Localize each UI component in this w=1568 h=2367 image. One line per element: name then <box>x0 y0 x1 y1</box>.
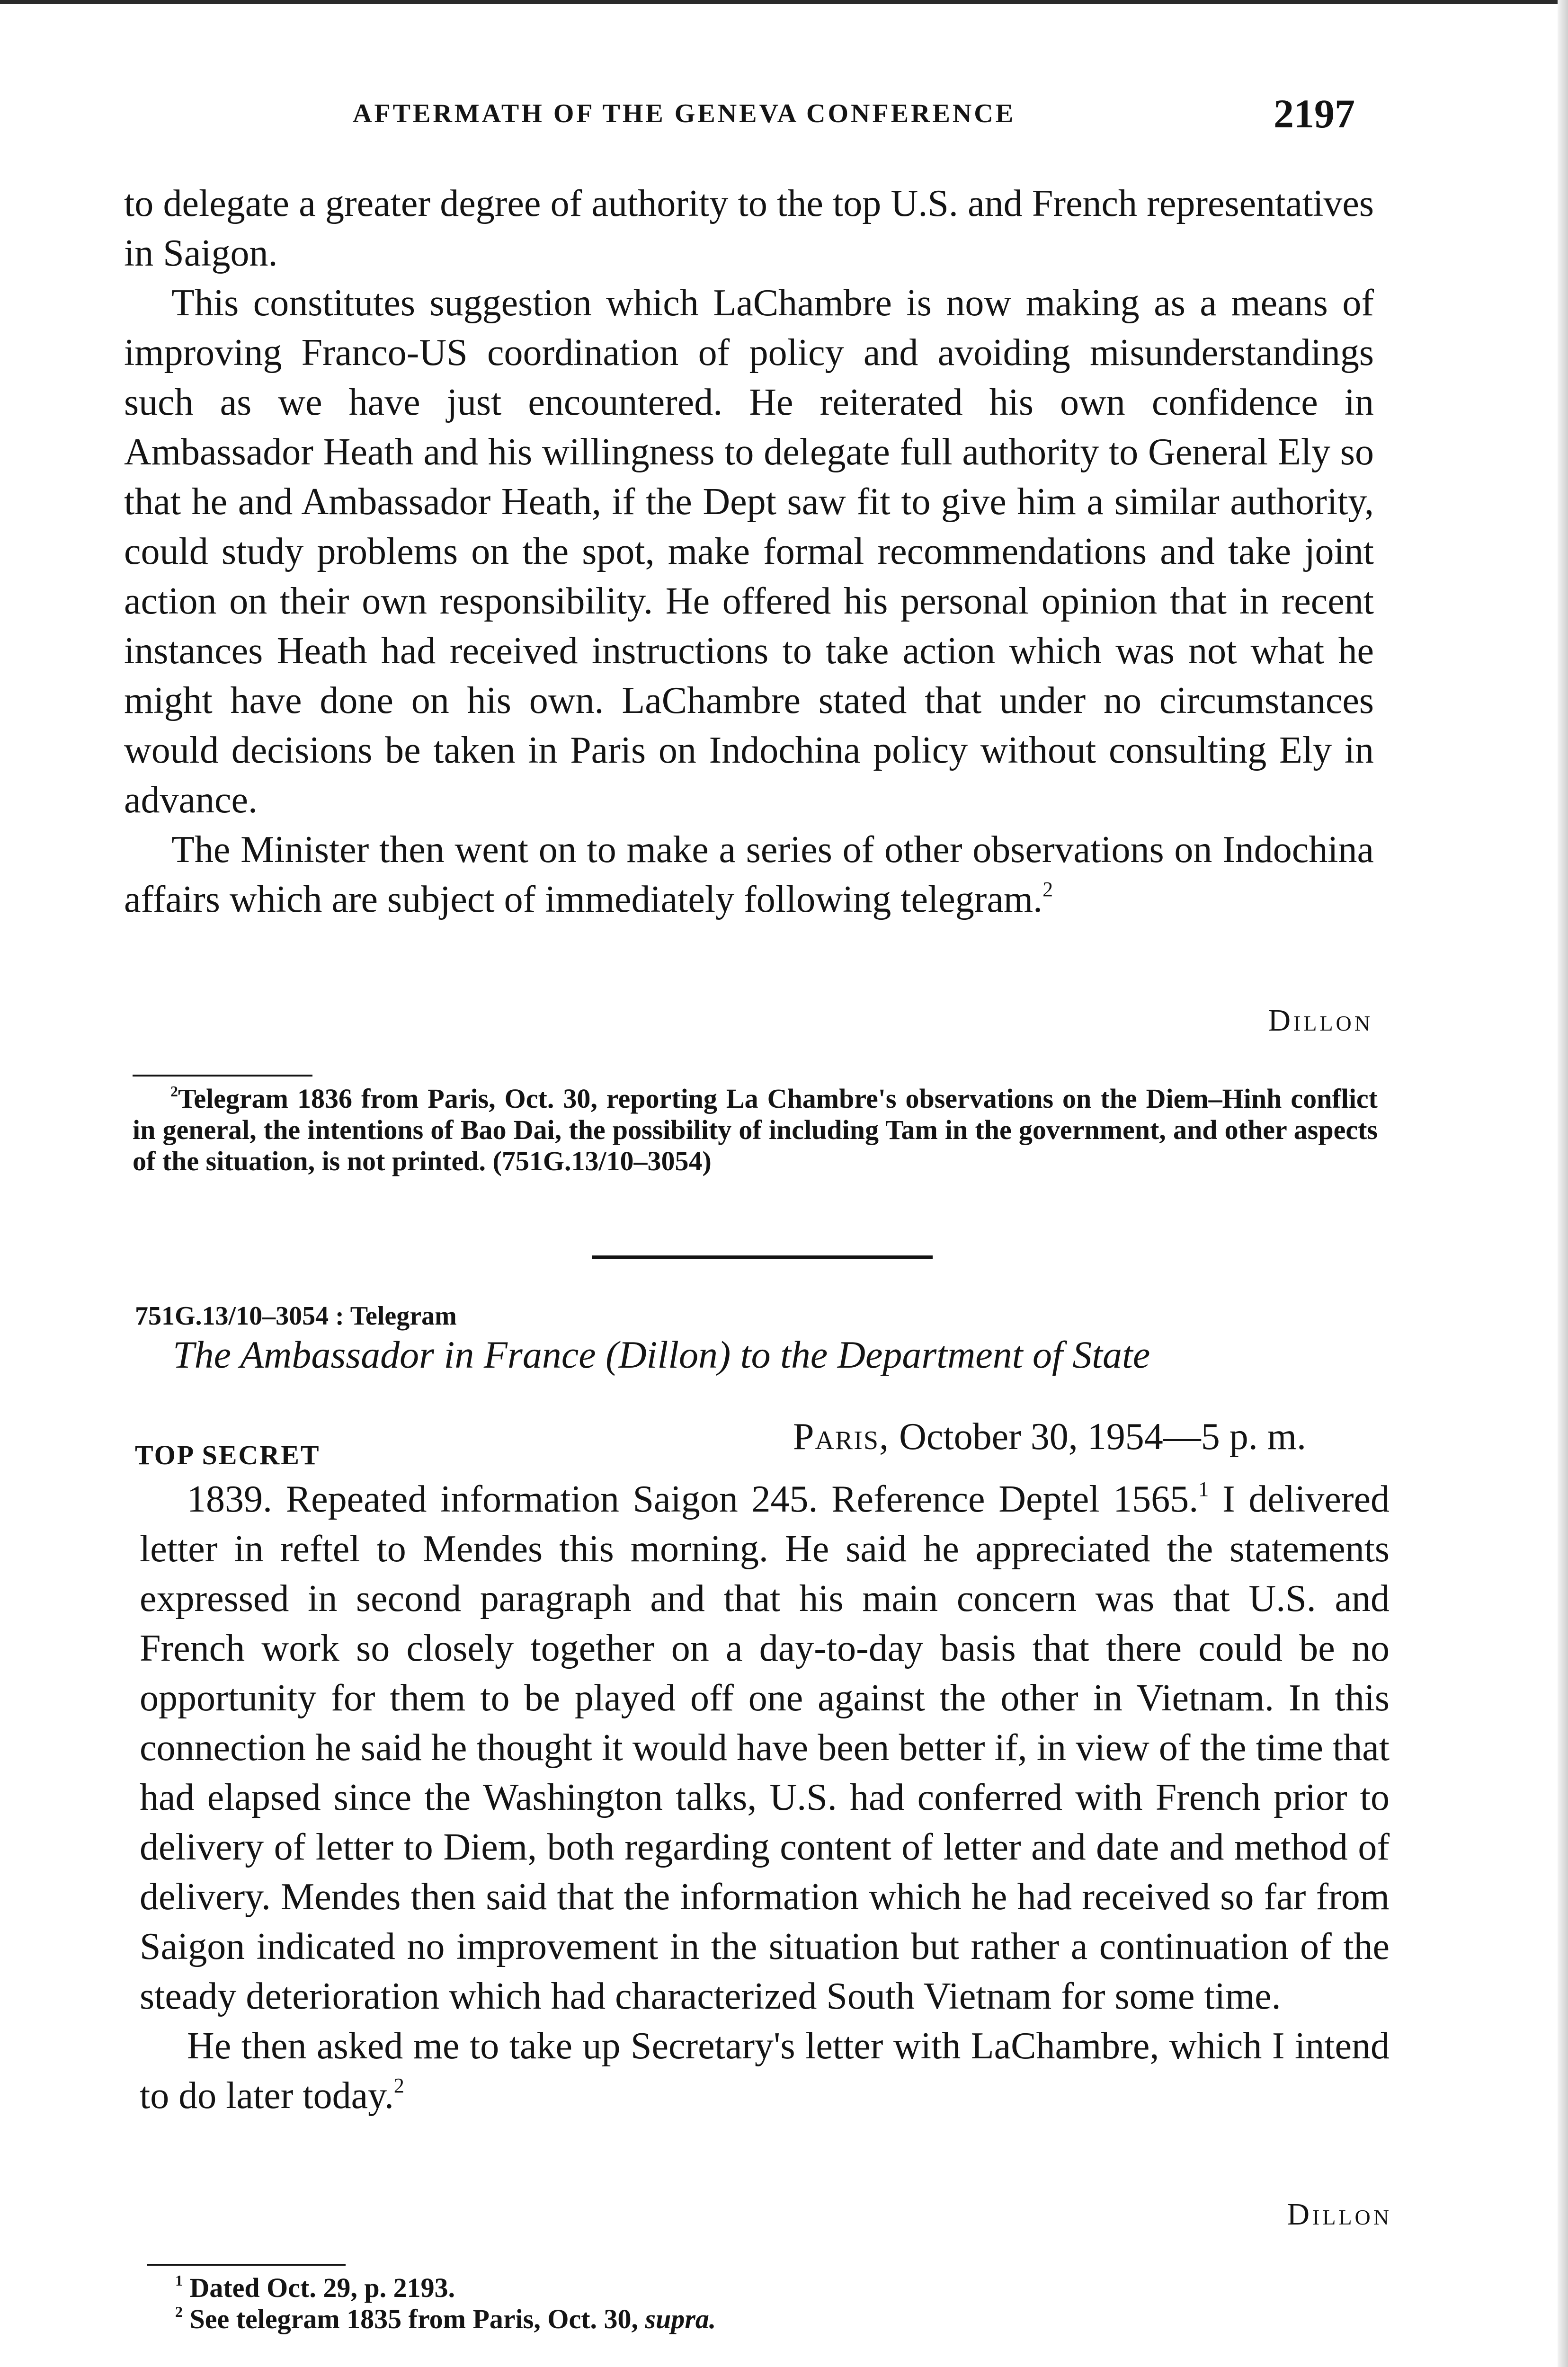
document-title: The Ambassador in France (Dillon) to the Department of State <box>173 1333 1150 1376</box>
footnote <box>175 2304 1359 2335</box>
paragraph: This constitutes suggestion which LaChambre is now making as a means of improving Franco-US coordination of policy and avoiding misunderstandings such as we have just encountered. He reiterated his own confidence in Ambassador Heath and his willingness to delegate full authority to General Ely so that he and Ambassador Heath, if the Dept saw fit to give him a similar authority, could study problems on the spot, make formal recommendations and take joint action on their own responsibility. He offered his personal opinion that in recent instances Heath had received instructions to take action which was not what he might have done on his own. LaChambre stated that under no circumstances would decisions be taken in Paris on Indochina policy without consulting Ely in advance. <box>124 282 1374 821</box>
paragraph <box>140 1475 1390 2021</box>
signature: Dillon <box>1268 1003 1373 1038</box>
file-reference: 751G.13/10–3054 : Telegram <box>135 1301 457 1331</box>
footnotes <box>133 1083 1378 1177</box>
paragraph: to delegate a greater degree of authority to the top U.S. and French representatives in Saigon. <box>124 183 1374 274</box>
signature: Dillon <box>1287 2197 1392 2232</box>
dateline <box>793 1415 1306 1459</box>
footnote-text: Telegram 1836 from Paris, Oct. 30, reporting La Chambre's observations on the Diem–Hinh conflict in general, the intentions of Bao Dai, the possibility of including Tam in the government, and other aspects of the situation, is not printed. (751G.13/10–3054) <box>133 1083 1378 1176</box>
paragraph-text: 1839. Repeated information Saigon 245. Reference Deptel 1565. <box>187 1478 1199 1520</box>
footnote-marker: 2 <box>175 2304 183 2321</box>
classification: TOP SECRET <box>135 1440 321 1470</box>
footnote-text: Dated Oct. 29, p. 2193. <box>189 2272 455 2303</box>
dateline-place: Paris, <box>793 1416 890 1458</box>
footnote-marker: 1 <box>175 2272 183 2289</box>
document-separator <box>592 1255 933 1259</box>
running-head: AFTERMATH OF THE GENEVA CONFERENCE <box>353 99 1016 128</box>
footnote-marker: 2 <box>170 1083 178 1100</box>
footnote-marker: 2 <box>1042 878 1053 901</box>
paragraph <box>140 2021 1390 2121</box>
footnotes <box>175 2272 1359 2335</box>
footnote <box>133 1083 1378 1177</box>
footnote-rule <box>147 2264 346 2266</box>
page-number: 2197 <box>1274 91 1355 136</box>
footnote-marker: 1 <box>1198 1477 1209 1501</box>
paragraph <box>124 825 1374 925</box>
paragraph-text: The Minister then went on to make a series of other observations on Indochina affairs which are subject of immediately following telegram. <box>124 829 1374 920</box>
footnote-text: See telegram 1835 from Paris, Oct. 30, <box>189 2304 645 2334</box>
paragraph-text: He then asked me to take up Secretary's letter with LaChambre, which I intend to do later today. <box>140 2025 1390 2117</box>
page-binding-edge <box>1558 0 1568 2367</box>
document-body <box>140 1475 1390 2121</box>
footnote-italic: supra. <box>645 2304 716 2334</box>
page-top-edge <box>0 0 1568 4</box>
dateline-date: October 30, 1954—5 p. m. <box>899 1416 1306 1458</box>
paragraph-text: I delivered letter in reftel to Mendes this morning. He said he appreciated the statements expressed in second paragraph and that his main concern was that U.S. and French work so closely together on a day-to-day basis that there could be no opportunity for them to be played off one against the other in Vietnam. In this connection he said he thought it would have been better if, in view of the time that had elapsed since the Washington talks, U.S. had conferred with French prior to delivery of letter to Diem, both regarding content of letter and date and method of delivery. Mendes then said that the information which he had received so far from Saigon indicated no improvement in the situation but rather a continuation of the steady deterioration which had characterized South Vietnam for some time. <box>140 1478 1390 2017</box>
footnote-marker: 2 <box>393 2074 404 2097</box>
footnote <box>175 2272 1359 2304</box>
section1-body <box>124 179 1374 925</box>
footnote-rule <box>133 1075 312 1077</box>
